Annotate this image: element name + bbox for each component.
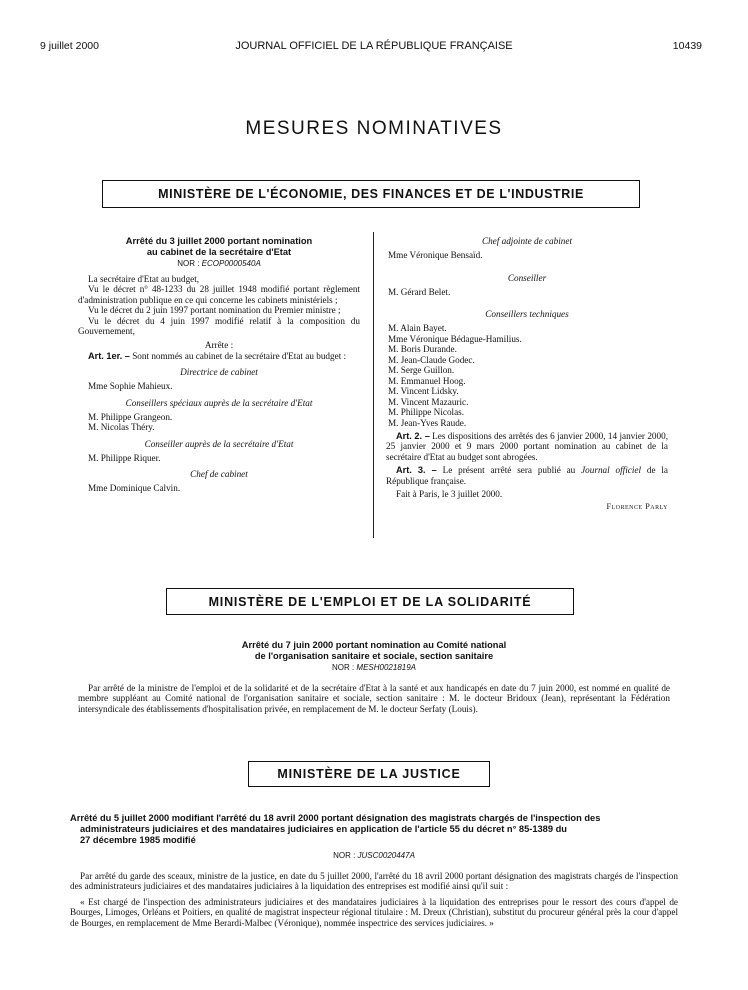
column-right xyxy=(386,236,668,511)
column-left xyxy=(78,236,360,494)
section-emploi xyxy=(78,640,670,714)
section-heading: Conseillers techniques xyxy=(485,309,569,319)
header-page-number: 10439 xyxy=(672,40,702,52)
name-entry: M. Philippe Grangeon. xyxy=(88,411,173,422)
section-heading: Chef de cabinet xyxy=(190,469,248,480)
name-entry: M. Jean-Claude Godec. xyxy=(388,354,475,365)
name-entry: Mme Sophie Mahieux. xyxy=(88,381,173,392)
page-title: MESURES NOMINATIVES xyxy=(245,118,503,139)
paragraph: Vu le décret du 4 juin 1997 modifié relatif à la composition du Gouvernement, xyxy=(78,315,360,337)
section-heading: Chef adjointe de cabinet xyxy=(481,236,573,246)
name-entry: M. Emmanuel Hoog. xyxy=(388,375,466,386)
paragraph: La secrétaire d'Etat au budget, xyxy=(88,274,200,284)
name-entry: M. Serge Guillon. xyxy=(388,365,455,375)
ministry-title-economie: MINISTÈRE DE L'ÉCONOMIE, DES FINANCES ET DE L'INDUSTRIE xyxy=(158,187,584,201)
section-heading: Directrice de cabinet xyxy=(180,367,258,378)
name-entry: M. Jean-Yves Raude. xyxy=(388,417,467,428)
name-entry: M. Vincent Mazauric. xyxy=(388,396,469,407)
article-2: Art. 2. – Les dispositions des arrêtés des 6 janvier 2000, 14 janvier 2000, 25 janvier 2000 et 9 mars 2000 portant nomination au cabinet de la secrétaire d'Etat au budget sont abrogées. xyxy=(386,431,668,462)
arrete-word: Arrête : xyxy=(204,340,234,351)
name-entry: Mme Véronique Bédague-Hamilius. xyxy=(388,333,522,344)
article-1: Art. 1er. – Sont nommés au cabinet de la secrétaire d'Etat au budget : xyxy=(88,350,347,361)
arrete-title: Arrêté du 5 juillet 2000 modifiant l'arrêté du 18 avril 2000 portant désignation des magistrats chargés de l'inspection des administrateurs judiciaires et des mandataires judiciaires en application de l'article 55 du décret n° 85-1389 du 27 décembre 1985 modifié xyxy=(70,813,601,845)
ministry-box-economie xyxy=(102,180,640,208)
name-entry: Mme Dominique Calvin. xyxy=(88,483,181,494)
ministry-box-justice xyxy=(248,761,490,787)
fait-a-paris: Fait à Paris, le 3 juillet 2000. xyxy=(396,489,503,500)
ministry-title-emploi: MINISTÈRE DE L'EMPLOI ET DE LA SOLIDARITÉ xyxy=(208,594,532,609)
name-entry: Mme Véronique Bensaïd. xyxy=(388,250,483,260)
name-entry: M. Boris Durande. xyxy=(388,344,457,354)
name-entry: M. Gérard Belet. xyxy=(388,286,451,297)
paragraph: Par arrêté du garde des sceaux, ministre de la justice, en date du 5 juillet 2000, l'arrêté du 18 avril 2000 portant désignation des magistrats chargés de l'inspection des administrateurs judiciaires et des mandataires judiciaires à la liquidation des entreprises est modifié ainsi qu'il suit : xyxy=(70,871,678,892)
name-entry: M. Nicolas Théry. xyxy=(88,422,155,433)
paragraph: Vu le décret du 2 juin 1997 portant nomination du Premier ministre ; xyxy=(88,305,341,316)
arrete-title: Arrêté du 7 juin 2000 portant nomination au Comité national de l'organisation sanitaire et sociale, section sanitaire xyxy=(241,640,507,661)
paragraph: Par arrêté de la ministre de l'emploi et de la solidarité et de la secrétaire d'Etat à la santé et aux handicapés en date du 7 juin 2000, est nommé en qualité de membre suppléant au Comité national de l'organisation sanitaire et sociale, section sanitaire : M. le docteur Bridoux (Jean), représentant la Fédération intersyndicale des établissements d'hospitalisation privée, en remplacement de M. le docteur Serfaty (Louis). xyxy=(78,683,670,714)
ministry-box-emploi xyxy=(166,588,574,615)
name-entry: M. Philippe Riquer. xyxy=(88,452,161,463)
article-3: Art. 3. – Le présent arrêté sera publié au Journal officiel de la République française. xyxy=(386,465,668,486)
name-entry: M. Alain Bayet. xyxy=(388,323,447,333)
nor-reference: NOR : ECOP0000540A xyxy=(177,259,261,268)
section-justice xyxy=(70,813,678,928)
nor-reference: NOR : JUSC0020447A xyxy=(333,851,415,860)
section-heading: Conseiller auprès de la secrétaire d'Etat xyxy=(144,438,294,449)
arrete-title: Arrêté du 3 juillet 2000 portant nomination au cabinet de la secrétaire d'Etat xyxy=(125,236,313,257)
nor-reference: NOR : MESH0021819A xyxy=(331,663,417,672)
signature: Florence Parly xyxy=(606,502,668,512)
header-date: 9 juillet 2000 xyxy=(40,40,99,52)
section-heading: Conseiller xyxy=(507,272,547,283)
section-heading: Conseillers spéciaux auprès de la secrétaire d'Etat xyxy=(125,397,313,408)
paragraph: « Est chargé de l'inspection des administrateurs judiciaires et des mandataires judiciaires à la liquidation des entreprises pour le ressort des cours d'appel de Bourges, Limoges, Orléans et Poitiers, en qualité de magistrat inspecteur régional titulaire : M. Dreux (Christian), substitut du procureur général près la cour d'appel de Bourges, en remplacement de Mme Berardi-Malbec (Véronique), nommée inspectrice des services judiciaires. » xyxy=(70,896,678,928)
paragraph: Vu le décret n° 48-1233 du 28 juillet 1948 modifié portant règlement d'administration publique en ce qui concerne les cabinets ministériels ; xyxy=(78,284,360,305)
column-divider xyxy=(373,232,374,538)
ministry-title-justice: MINISTÈRE DE LA JUSTICE xyxy=(277,767,461,781)
header-journal: JOURNAL OFFICIEL DE LA RÉPUBLIQUE FRANÇAISE xyxy=(235,40,513,52)
name-entry: M. Vincent Lidsky. xyxy=(388,386,459,396)
name-entry: M. Philippe Nicolas. xyxy=(388,407,465,417)
